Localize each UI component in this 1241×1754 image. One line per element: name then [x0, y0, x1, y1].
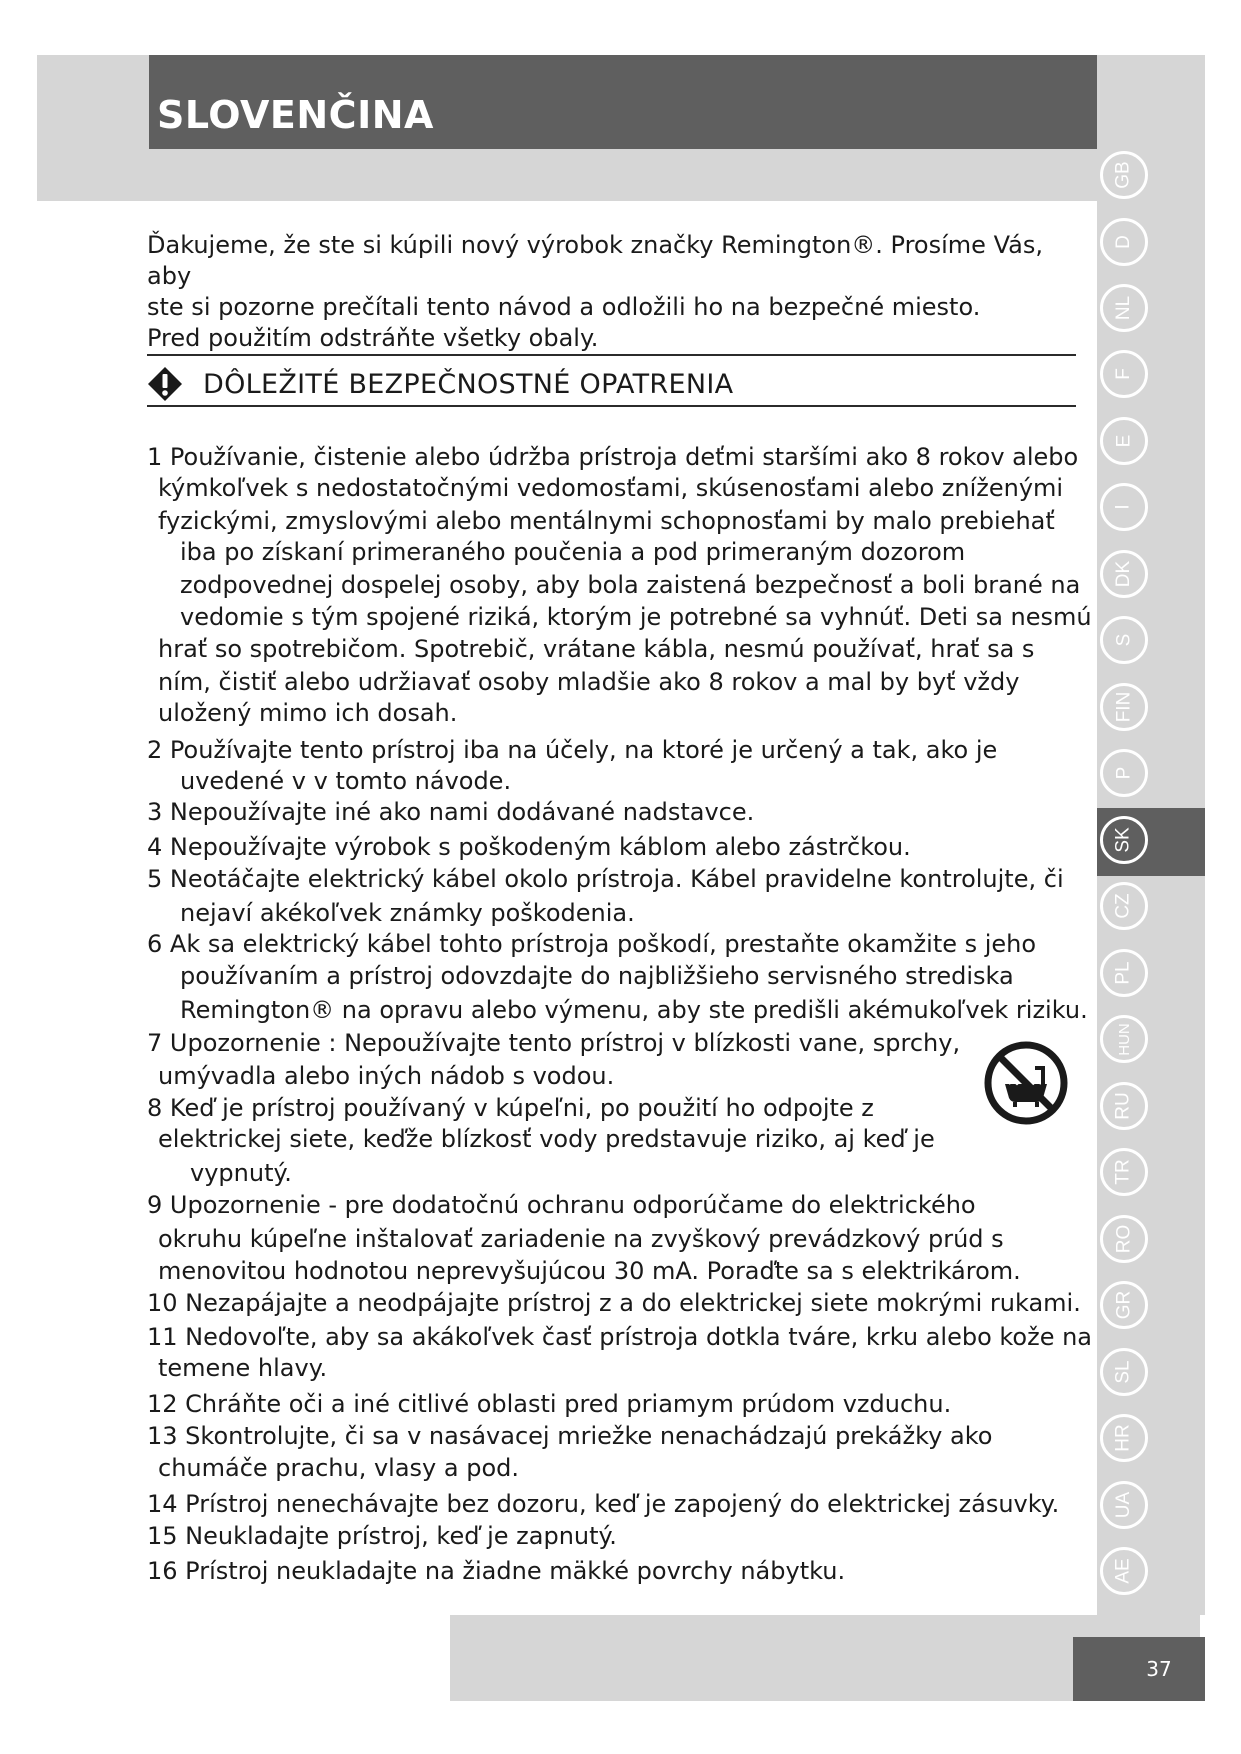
body-line: 10 Nezapájajte a neodpájajte prístroj z a do elektrickej siete mokrými rukami.	[147, 1289, 1081, 1317]
body-line: 8 Keď je prístroj používaný v kúpeľni, po použití ho odpojte z	[147, 1094, 874, 1122]
lang-tab-hun[interactable]: HUN	[1100, 1015, 1148, 1063]
body-line: 16 Prístroj neukladajte na žiadne mäkké povrchy nábytku.	[147, 1557, 846, 1585]
lang-tab-e[interactable]: E	[1100, 417, 1148, 465]
body-line: 14 Prístroj nenechávajte bez dozoru, keď je zapojený do elektrickej zásuvky.	[147, 1490, 1060, 1518]
warning-icon	[147, 366, 183, 402]
section-heading	[147, 362, 733, 406]
lang-tab-ae[interactable]: AE	[1100, 1547, 1148, 1595]
body-line: Remington® na opravu alebo výmenu, aby ste predišli akémukoľvek riziku.	[180, 996, 1088, 1024]
lang-tab-ru[interactable]: RU	[1100, 1082, 1148, 1130]
body-line: hrať so spotrebičom. Spotrebič, vrátane kábla, nesmú používať, hrať sa s	[158, 635, 1035, 663]
lang-tab-tr[interactable]: TR	[1100, 1148, 1148, 1196]
body-line: 2 Používajte tento prístroj iba na účely, na ktoré je určený a tak, ako je	[147, 736, 998, 764]
body-line: menovitou hodnotou neprevyšujúcou 30 mA. Poraďte sa s elektrikárom.	[158, 1257, 1021, 1285]
body-line: 4 Nepoužívajte výrobok s poškodeným káblom alebo zástrčkou.	[147, 833, 911, 861]
lang-tab-ua[interactable]: UA	[1100, 1481, 1148, 1529]
body-line: uvedené v v tomto návode.	[180, 767, 512, 795]
body-line: kýmkoľvek s nedostatočnými vedomosťami, skúsenosťami alebo zníženými	[158, 474, 1064, 502]
lang-tab-sk[interactable]: SK	[1100, 816, 1148, 864]
body-line: vedomie s tým spojené riziká, ktorým je potrebné sa vyhnúť. Deti sa nesmú	[180, 603, 1092, 631]
body-line: chumáče prachu, vlasy a pod.	[158, 1454, 520, 1482]
lang-tab-dk[interactable]: DK	[1100, 550, 1148, 598]
body-line: 1 Používanie, čistenie alebo údržba prístroja deťmi staršími ako 8 rokov alebo	[147, 443, 1079, 471]
body-line: 15 Neukladajte prístroj, keď je zapnutý.	[147, 1522, 617, 1550]
body-line: používaním a prístroj odovzdajte do najbližšieho servisného strediska	[180, 962, 1014, 990]
section-title: DÔLEŽITÉ BEZPEČNOSTNÉ OPATRENIA	[203, 368, 734, 400]
body-line: 13 Skontrolujte, či sa v nasávacej mriežke nenachádzajú prekážky ako	[147, 1422, 993, 1450]
lang-tab-fin[interactable]: FIN	[1100, 683, 1148, 731]
lang-tab-p[interactable]: P	[1100, 749, 1148, 797]
body-line: 12 Chráňte oči a iné citlivé oblasti pred priamym prúdom vzduchu.	[147, 1390, 952, 1418]
lang-tab-cz[interactable]: CZ	[1100, 882, 1148, 930]
page-number: 37	[1146, 1657, 1172, 1681]
section-rule-top	[147, 354, 1076, 356]
lang-tab-d[interactable]: D	[1100, 218, 1148, 266]
body-line: 9 Upozornenie - pre dodatočnú ochranu odporúčame do elektrického	[147, 1191, 976, 1219]
lang-tab-hr[interactable]: HR	[1100, 1414, 1148, 1462]
body-line: 3 Nepoužívajte iné ako nami dodávané nadstavce.	[147, 798, 755, 826]
lang-tab-s[interactable]: S	[1100, 616, 1148, 664]
body-line: iba po získaní primeraného poučenia a pod primeraným dozorom	[180, 538, 966, 566]
body-line: okruhu kúpeľne inštalovať zariadenie na zvyškový prevádzkový prúd s	[158, 1225, 1004, 1253]
body-line: fyzickými, zmyslovými alebo mentálnymi schopnosťami by malo prebiehať	[158, 507, 1055, 535]
lang-tab-f[interactable]: F	[1100, 350, 1148, 398]
body-line: ním, čistiť alebo udržiavať osoby mladšie ako 8 rokov a mal by byť vždy	[158, 668, 1020, 696]
body-line: nejaví akékoľvek známky poškodenia.	[180, 899, 635, 927]
body-line: uložený mimo ich dosah.	[158, 699, 458, 727]
body-line: elektrickej siete, keďže blízkosť vody predstavuje riziko, aj keď je	[158, 1125, 935, 1153]
section-rule-bottom	[147, 405, 1076, 407]
lang-tab-pl[interactable]: PL	[1100, 949, 1148, 997]
body-line: 5 Neotáčajte elektrický kábel okolo prístroja. Kábel pravidelne kontrolujte, či	[147, 865, 1064, 893]
body-line: vypnutý.	[190, 1159, 292, 1187]
lang-tab-gb[interactable]: GB	[1100, 151, 1148, 199]
body-line: zodpovednej dospelej osoby, aby bola zaistená bezpečnosť a boli brané na	[180, 571, 1081, 599]
page-title: SLOVENČINA	[157, 93, 434, 137]
body-line: umývadla alebo iných nádob s vodou.	[158, 1062, 615, 1090]
lang-tab-gr[interactable]: GR	[1100, 1281, 1148, 1329]
body-line: temene hlavy.	[158, 1354, 328, 1382]
no-bathtub-icon	[983, 1040, 1069, 1126]
body-line: 6 Ak sa elektrický kábel tohto prístroja poškodí, prestaňte okamžite s jeho	[147, 930, 1037, 958]
lang-tab-i[interactable]: I	[1100, 483, 1148, 531]
body-line: 7 Upozornenie : Nepoužívajte tento prístroj v blízkosti vane, sprchy,	[147, 1029, 961, 1057]
body-line: 11 Nedovoľte, aby sa akákoľvek časť prístroja dotkla tváre, krku alebo kože na	[147, 1323, 1093, 1351]
intro-text: Ďakujeme, že ste si kúpili nový výrobok značky Remington®. Prosíme Vás, aby ste si pozorne prečítali tento návod a odložili ho na bezpečné miesto. Pred použitím odstráňte všetky obaly.	[147, 231, 1043, 352]
lang-tab-sl[interactable]: SL	[1100, 1348, 1148, 1396]
lang-tab-ro[interactable]: RO	[1100, 1215, 1148, 1263]
lang-tab-nl[interactable]: NL	[1100, 284, 1148, 332]
